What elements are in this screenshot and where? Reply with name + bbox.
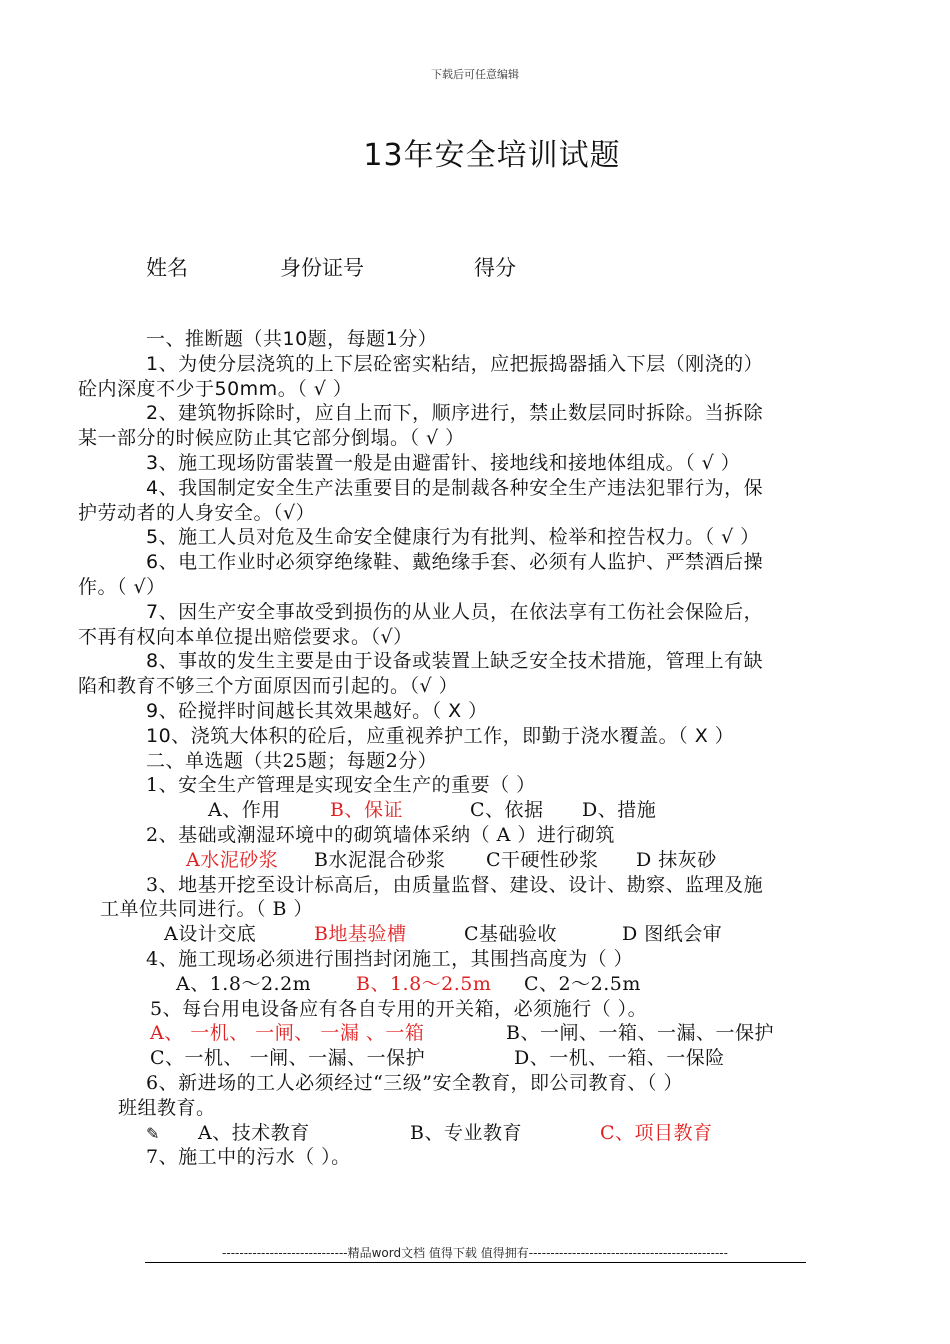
section2-heading: 二、单选题（共25题；每题2分） [146, 749, 438, 772]
mc-q4-option-a: A、1.8～2.2m [176, 972, 312, 995]
mc-q5-option-a: A、 一机、 一闸、 一漏 、一箱 [150, 1022, 425, 1045]
mc-q3-option-a: A设计交底 [164, 923, 257, 946]
mc-q6-option-c: C、项目教育 [600, 1121, 713, 1144]
mc-q4-options [78, 972, 878, 997]
mc-q1-options [78, 798, 878, 823]
tf-q9: 9、砼搅拌时间越长其效果越好。（ X ） [146, 699, 488, 722]
tf-q1-line2: 砼内深度不少于50mm。（ √ ） [78, 377, 353, 400]
mc-q3-option-b: B地基验槽 [314, 923, 407, 946]
tf-q4-line1: 4、我国制定安全生产法重要目的是制裁各种安全生产违法犯罪行为，保 [146, 476, 764, 499]
mc-q3-option-d: D 图纸会审 [622, 923, 723, 946]
mc-q3-options [78, 922, 878, 947]
section1-heading: 一、推断题（共10题，每题1分） [146, 328, 438, 350]
name-label: 姓名 [146, 256, 188, 280]
mc-q5-option-b: B、一闸、一箱、一漏、一保护 [506, 1022, 774, 1045]
tf-q6-line1: 6、电工作业时必须穿绝缘鞋、戴绝缘手套、必须有人监护、严禁酒后操 [146, 551, 764, 574]
header-note: 下载后可任意编辑 [431, 68, 519, 81]
mc-q2-option-a: A水泥砂浆 [186, 848, 279, 871]
page-title: 13年安全培训试题 [363, 138, 621, 173]
id-number-label: 身份证号 [280, 256, 364, 280]
mc-q1-option-b: B、保证 [330, 799, 403, 822]
mc-q5-options-row1 [78, 1021, 878, 1046]
tf-q6-line2: 作。（ √） [78, 575, 166, 598]
mc-q3-option-c: C基础验收 [464, 923, 558, 946]
mc-q4-option-c: C、2～2.5m [524, 972, 641, 995]
mc-q6-line2: 班组教育。 [118, 1096, 216, 1119]
mc-q6-line1: 6、新进场的工人必须经过“三级”安全教育，即公司教育、（ ） [146, 1071, 684, 1094]
tf-q1-line1: 1、为使分层浇筑的上下层砼密实粘结，应把振捣器插入下层（刚浇的） [146, 352, 764, 375]
mc-q2: 2、基础或潮湿环境中的砌筑墙体采纳（ A ）进行砌筑 [146, 823, 615, 846]
tf-q8-line2: 陷和教育不够三个方面原因而引起的。（√ ） [78, 675, 459, 698]
mc-q4: 4、施工现场必须进行围挡封闭施工，其围挡高度为（ ） [146, 947, 634, 970]
footer-divider [145, 1262, 806, 1263]
exam-body [78, 327, 878, 1170]
footer-note: -----------------------------精品word文档 值得下载 值得拥有---------------------------------------------- [222, 1246, 728, 1260]
mc-q6-options [78, 1121, 878, 1146]
tf-q7-line2: 不再有权向本单位提出赔偿要求。（√） [78, 625, 413, 648]
mc-q2-option-d: D 抹灰砂 [636, 848, 717, 871]
mc-q3-line2: 工单位共同进行。（ B ） [100, 898, 314, 921]
mc-q1-option-d: D、措施 [582, 799, 657, 822]
mc-q2-option-b: B水泥混合砂浆 [314, 848, 446, 871]
mc-q1-option-a: A、作用 [208, 799, 281, 822]
mc-q4-option-b: B、1.8～2.5m [356, 972, 492, 995]
mc-q1: 1、安全生产管理是实现安全生产的重要（ ） [146, 774, 536, 797]
mc-q5-option-d: D、一机、一箱、一保险 [514, 1047, 725, 1070]
mc-q1-option-c: C、依据 [470, 799, 544, 822]
tf-q2-line2: 某一部分的时候应防止其它部分倒塌。（ √ ） [78, 427, 465, 450]
mc-q6-option-a: A、技术教育 [198, 1121, 310, 1144]
tf-q3: 3、施工现场防雷装置一般是由避雷针、接地线和接地体组成。（ √ ） [146, 451, 741, 474]
tf-q5: 5、施工人员对危及生命安全健康行为有批判、检举和控告权力。（ √ ） [146, 526, 760, 549]
mc-q7: 7、施工中的污水（ ）。 [146, 1146, 351, 1169]
tf-q8-line1: 8、事故的发生主要是由于设备或装置上缺乏安全技术措施，管理上有缺 [146, 650, 764, 673]
mc-q2-options [78, 848, 878, 873]
tf-q2-line1: 2、建筑物拆除时，应自上而下，顺序进行，禁止数层同时拆除。当拆除 [146, 402, 764, 425]
mc-q5-option-c: C、一机、 一闸、一漏、一保护 [150, 1047, 426, 1070]
tf-q7-line1: 7、因生产安全事故受到损伤的从业人员，在依法享有工伤社会保险后， [146, 600, 764, 623]
mc-q2-option-c: C干硬性砂浆 [486, 848, 599, 871]
tf-q10: 10、浇筑大体积的砼后，应重视养护工作，即勤于浇水覆盖。（ X ） [146, 724, 735, 747]
scribble-mark-icon: ✎ [146, 1123, 160, 1143]
score-label: 得分 [474, 256, 516, 280]
mc-q3-line1: 3、地基开挖至设计标高后，由质量监督、建设、设计、勘察、监理及施 [146, 873, 764, 896]
tf-q4-line2: 护劳动者的人身安全。（√） [78, 501, 316, 524]
mc-q5: 5、每台用电设备应有各自专用的开关箱，必须施行（ ）。 [150, 997, 648, 1020]
mc-q5-options-row2 [78, 1046, 878, 1071]
mc-q6-option-b: B、专业教育 [410, 1121, 522, 1144]
